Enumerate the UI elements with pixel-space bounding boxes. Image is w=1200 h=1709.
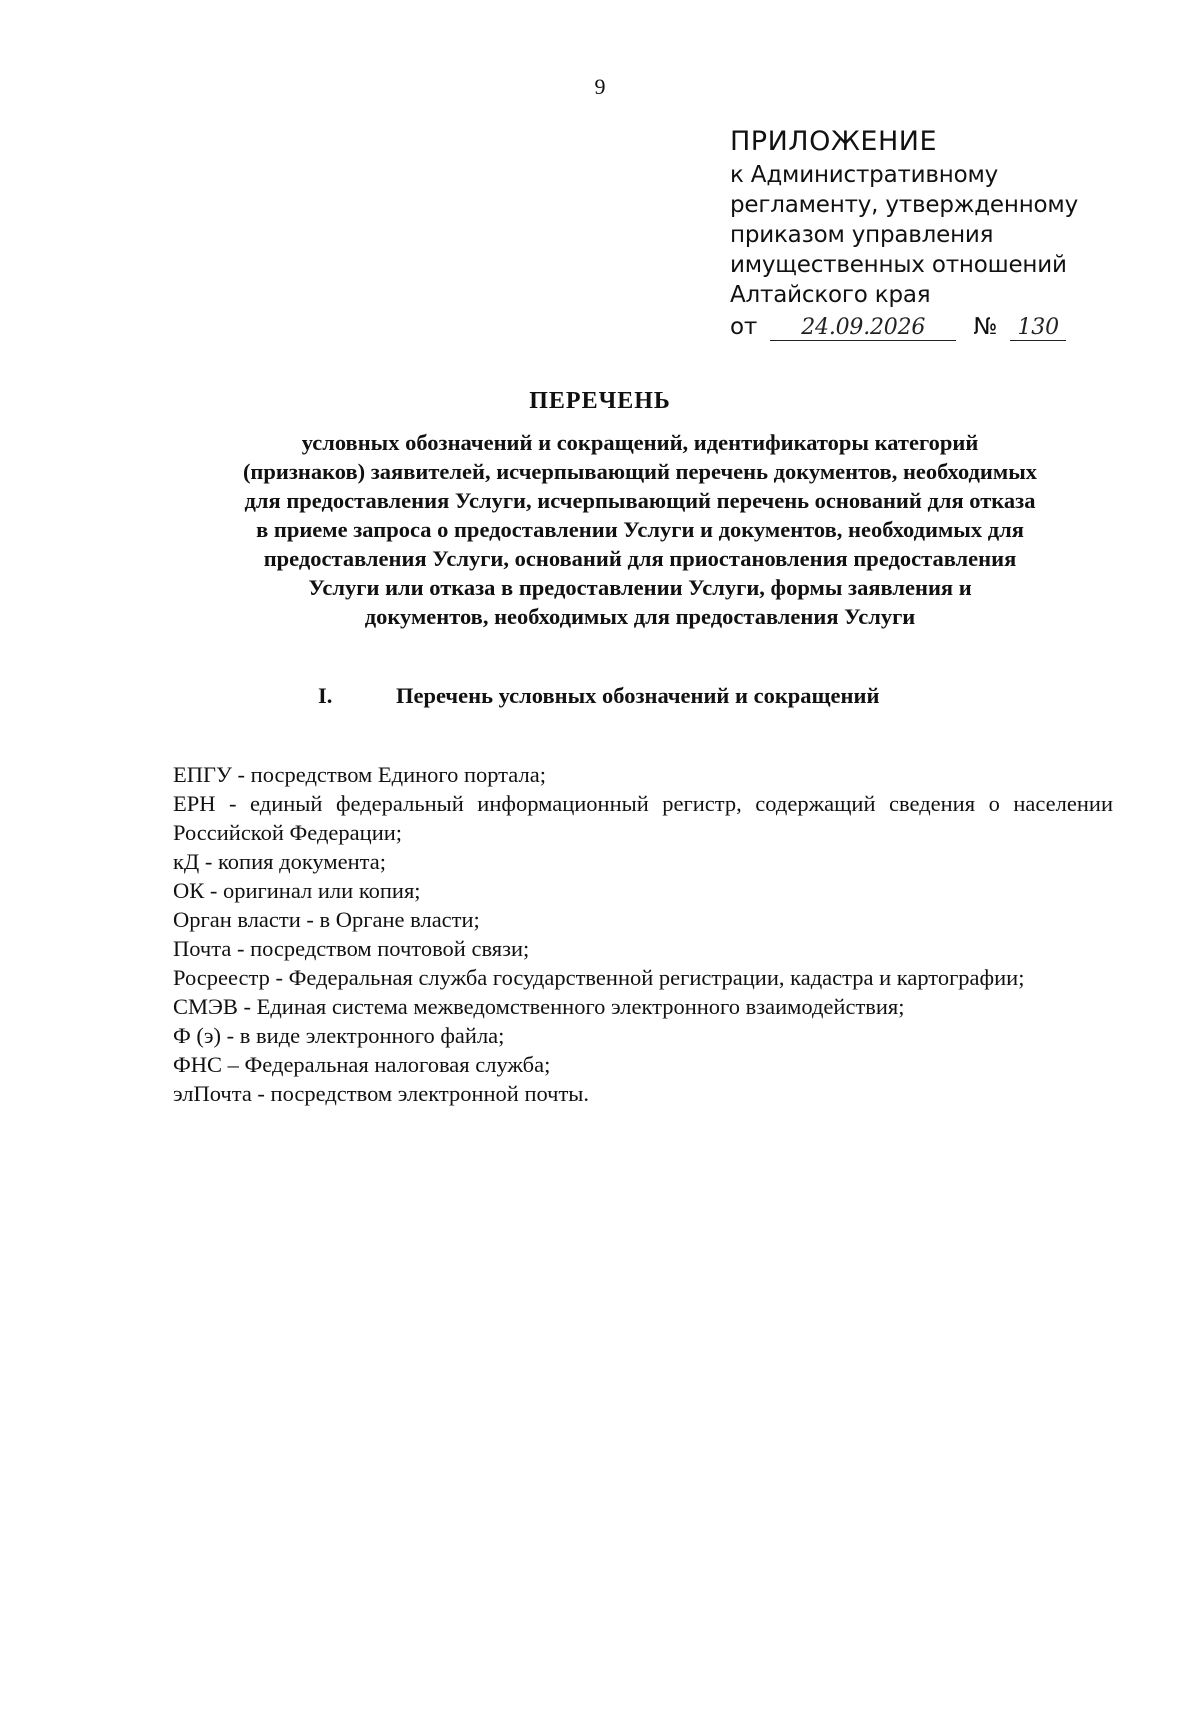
list-item: ФНС – Федеральная налоговая служба;: [173, 1052, 551, 1077]
appendix-block: [730, 124, 1150, 342]
section-number: I.: [318, 683, 333, 708]
list-item: элПочта - посредством электронной почты.: [173, 1081, 590, 1106]
list-item: Почта - посредством почтовой связи;: [173, 936, 530, 961]
list-item: Орган власти - в Органе власти;: [173, 907, 480, 932]
list-item: кД - копия документа;: [173, 849, 386, 874]
appendix-line: регламенту, утвержденному: [730, 192, 1078, 218]
list-item: ЕПГУ - посредством Единого портала;: [173, 762, 546, 787]
subtitle-line: условных обозначений и сокращений, идентификаторы категорий: [301, 430, 979, 455]
subtitle-line: документов, необходимых для предоставления Услуги: [364, 604, 916, 629]
document-title: ПЕРЕЧЕНЬ: [529, 388, 671, 414]
list-item: Ф (э) - в виде электронного файла;: [173, 1023, 505, 1048]
appendix-date-row: [730, 312, 1150, 342]
abbreviation-list: [173, 760, 1113, 1108]
appendix-line: приказом управления: [730, 222, 994, 248]
document-subtitle: [160, 428, 1120, 631]
subtitle-line: в приеме запроса о предоставлении Услуги и документов, необходимых для: [256, 517, 1024, 542]
section-heading: [318, 683, 1118, 709]
list-item: ОК - оригинал или копия;: [173, 878, 421, 903]
subtitle-line: (признаков) заявителей, исчерпывающий перечень документов, необходимых: [242, 459, 1038, 484]
subtitle-line: для предоставления Услуги, исчерпывающий перечень оснований для отказа: [244, 488, 1036, 513]
number-prefix: №: [973, 314, 998, 340]
appendix-line: имущественных отношений: [730, 252, 1067, 278]
list-item: ЕРН - единый федеральный информационный регистр, содержащий сведения о населении Российской Федерации;: [173, 791, 1113, 845]
subtitle-line: Услуги или отказа в предоставлении Услуги, формы заявления и: [308, 575, 972, 600]
page-number: 9: [594, 74, 606, 99]
handwritten-date: 24.09.2026: [770, 316, 956, 341]
list-item: СМЭВ - Единая система межведомственного электронного взаимодействия;: [173, 994, 905, 1019]
appendix-line: к Административному: [730, 162, 999, 188]
date-prefix: от: [730, 314, 758, 340]
appendix-title: ПРИЛОЖЕНИЕ: [730, 126, 938, 157]
section-title: Перечень условных обозначений и сокращений: [396, 683, 880, 708]
list-item: Росреестр - Федеральная служба государственной регистрации, кадастра и картографии;: [173, 965, 1025, 990]
appendix-line: Алтайского края: [730, 282, 931, 308]
subtitle-line: предоставления Услуги, оснований для приостановления предоставления: [263, 546, 1017, 571]
handwritten-number: 130: [1010, 316, 1066, 341]
